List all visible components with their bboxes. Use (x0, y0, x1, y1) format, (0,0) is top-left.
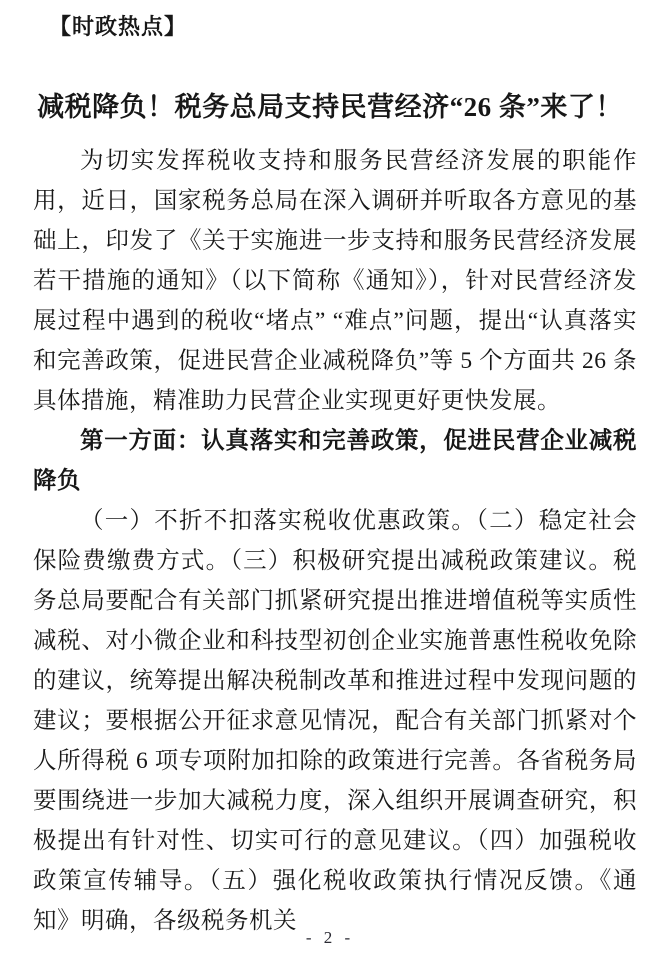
section-heading: 第一方面：认真落实和完善政策，促进民营企业减税降负 (33, 428, 637, 494)
article-title: 减税降负！税务总局支持民营经济“26 条”来了！ (37, 92, 623, 122)
article-body (33, 141, 637, 941)
body-paragraph: （一）不折不扣落实税收优惠政策。（二）稳定社会保险费缴费方式。（三）积极研究提出减税政策建议。税务总局要配合有关部门抓紧研究提出推进增值税等实质性减税、对小微企业和科技型初创企业实施普惠性税收免除的建议，统筹提出解决税制改革和推进过程中发现问题的建议；要根据公开征求意见情况，配合有关部门抓紧对个人所得税 6 项专项附加扣除的政策进行完善。各省税务局要围绕进一步加大减税力度，深入组织开展调查研究，积极提出有针对性、切实可行的意见建议。（四）加强税收政策宣传辅导。（五）强化税收政策执行情况反馈。《通知》明确，各级税务机关 (33, 508, 637, 934)
intro-paragraph: 为切实发挥税收支持和服务民营经济发展的职能作用，近日，国家税务总局在深入调研并听取各方意见的基础上，印发了《关于实施进一步支持和服务民营经济发展若干措施的通知》（以下简称《通知》），针对民营经济发展过程中遇到的税收“堵点” “难点”问题，提出“认真落实和完善政策，促进民营企业减税降负”等 5 个方面共 26 条具体措施，精准助力民营企业实现更好更快发展。 (33, 148, 637, 414)
page-number: - 2 - (305, 928, 355, 947)
section-label: 【时政热点】 (49, 14, 188, 39)
